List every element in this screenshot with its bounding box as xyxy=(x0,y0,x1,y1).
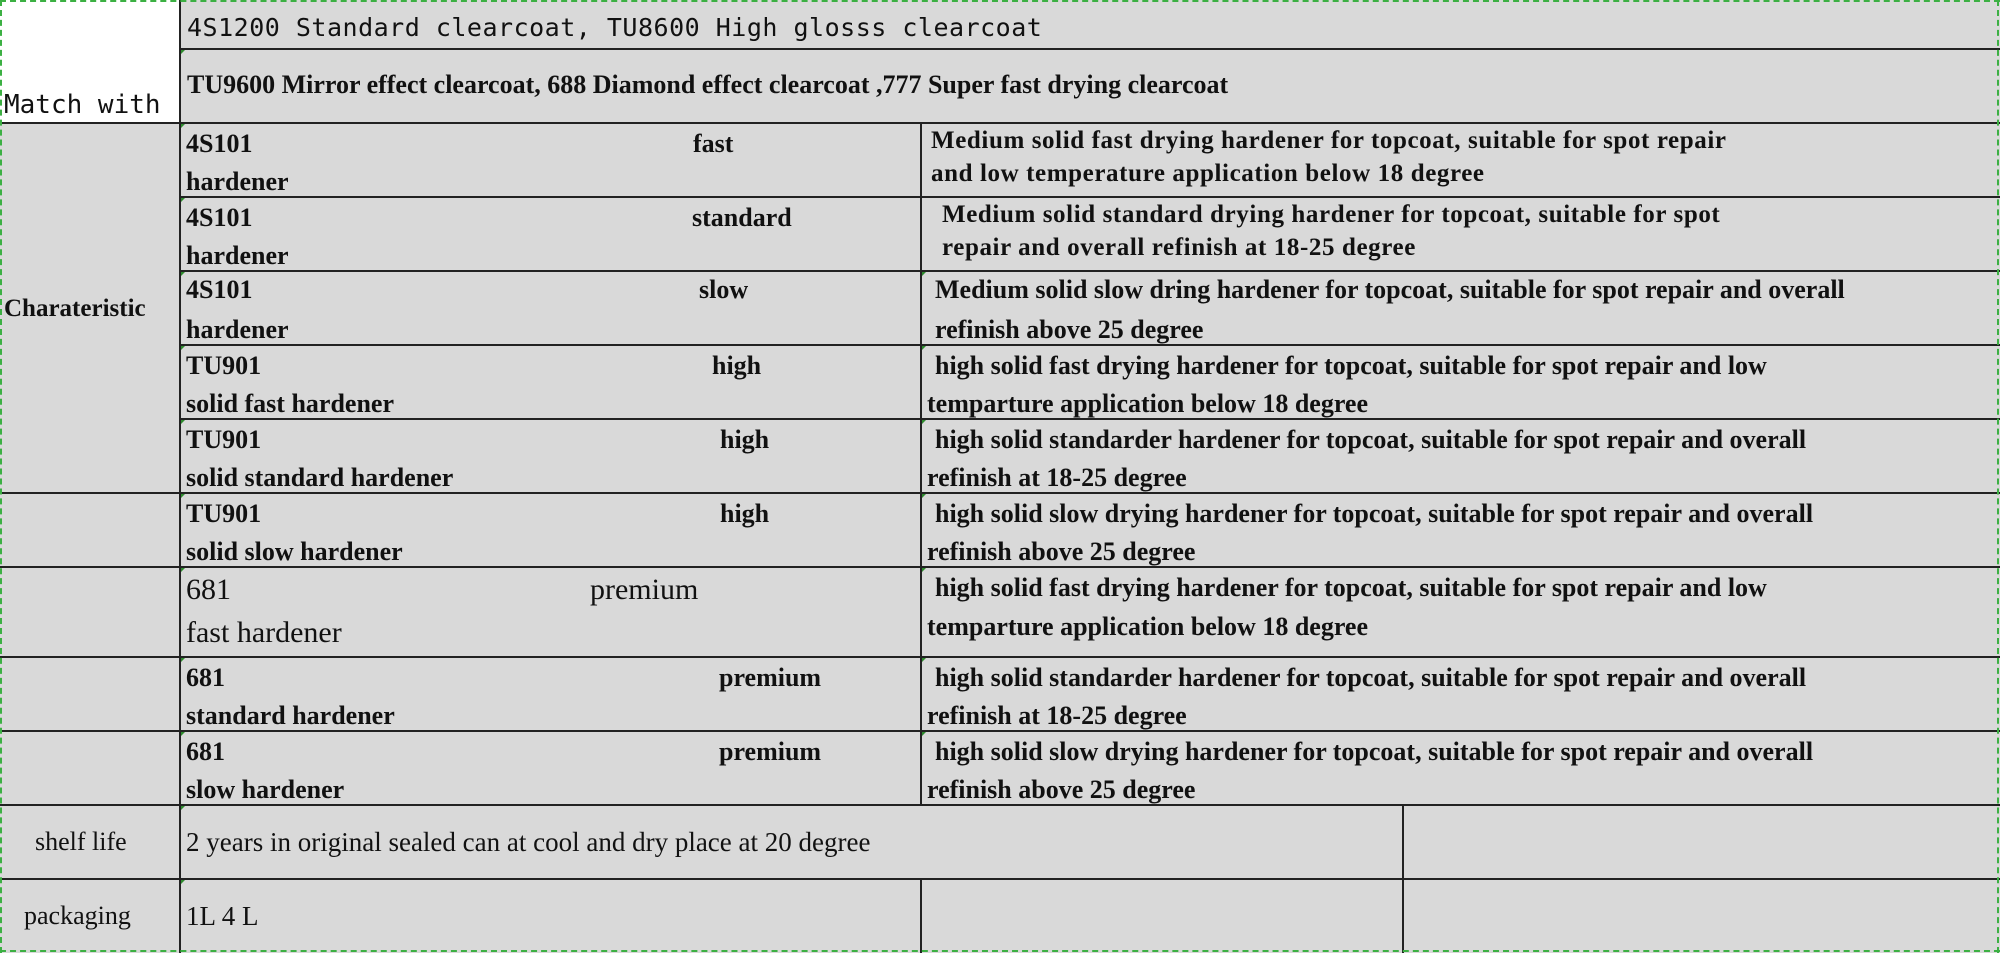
hardener-description-line-1: high solid standarder hardener for topcoat, suitable for spot repair and overall xyxy=(935,425,1807,454)
hardener-product-cell-8[interactable] xyxy=(180,657,921,731)
packaging-empty-cell-1[interactable] xyxy=(921,879,1403,953)
hardener-description-cell-9[interactable] xyxy=(921,731,2000,805)
hardener-code: 681 xyxy=(186,737,225,766)
label-packaging-cell[interactable] xyxy=(0,879,180,953)
hardener-product-cell-4[interactable] xyxy=(180,345,921,419)
hardener-description-line-2: refinish above 25 degree xyxy=(935,315,1204,344)
match-with-line-2: TU9600 Mirror effect clearcoat, 688 Diamond effect clearcoat ,777 Super fast drying clearcoat xyxy=(187,70,1229,99)
label-empty-row8[interactable] xyxy=(0,657,180,731)
hardener-description-line-1: high solid standarder hardener for topcoat, suitable for spot repair and overall xyxy=(935,663,1807,692)
hardener-code: 4S101 xyxy=(186,275,253,304)
hardener-name: solid slow hardener xyxy=(186,537,403,566)
hardener-type: high xyxy=(720,425,770,454)
hardener-description-line-1: high solid fast drying hardener for topcoat, suitable for spot repair and low xyxy=(935,573,1767,602)
hardener-code: TU901 xyxy=(186,499,262,528)
label-characteristic: Charateristic xyxy=(4,295,146,322)
hardener-name: hardener xyxy=(186,167,289,196)
hardener-description-line-2: refinish at 18-25 degree xyxy=(927,463,1187,492)
hardener-description-line-1: Medium solid standard drying hardener for topcoat, suitable for spot xyxy=(942,201,1721,228)
hardener-description-line-1: high solid slow drying hardener for topcoat, suitable for spot repair and overall xyxy=(935,737,1814,766)
match-with-row-2[interactable] xyxy=(180,49,2000,123)
hardener-type: premium xyxy=(719,737,822,766)
hardener-product-cell-9[interactable] xyxy=(180,731,921,805)
label-empty-row9[interactable] xyxy=(0,731,180,805)
grid-line xyxy=(0,566,2000,568)
hardener-description-cell-6[interactable] xyxy=(921,493,2000,567)
grid-line xyxy=(180,418,2000,420)
hardener-type: slow xyxy=(699,275,749,304)
selection-border-right xyxy=(1997,0,1999,953)
grid-line xyxy=(0,122,2000,124)
hardener-type: high xyxy=(712,351,762,380)
hardener-name: solid standard hardener xyxy=(186,463,454,492)
hardener-description-line-2: repair and overall refinish at 18-25 degree xyxy=(942,234,1416,261)
grid-line xyxy=(180,344,2000,346)
hardener-description-cell-1[interactable] xyxy=(921,123,2000,197)
hardener-code: TU901 xyxy=(186,425,262,454)
packaging-value: 1L 4 L xyxy=(186,901,259,931)
hardener-description-line-2: refinish at 18-25 degree xyxy=(927,701,1187,730)
hardener-product-cell-2[interactable] xyxy=(180,197,921,271)
grid-line xyxy=(1402,805,1404,953)
match-with-line-1: 4S1200 Standard clearcoat, TU8600 High glosss clearcoat xyxy=(187,13,1043,42)
hardener-code: TU901 xyxy=(186,351,262,380)
hardener-description-line-1: Medium solid fast drying hardener for topcoat, suitable for spot repair xyxy=(931,127,1727,154)
hardener-name: standard hardener xyxy=(186,701,395,730)
selection-border-bottom xyxy=(0,950,2000,952)
packaging-value-cell[interactable] xyxy=(180,879,921,953)
hardener-description-cell-4[interactable] xyxy=(921,345,2000,419)
grid-line xyxy=(920,123,922,805)
hardener-description-line-2: refinish above 25 degree xyxy=(927,775,1196,804)
hardener-description-line-1: Medium solid slow dring hardener for topcoat, suitable for spot repair and overall xyxy=(935,275,1845,304)
grid-line xyxy=(920,879,922,953)
label-shelf-life: shelf life xyxy=(35,827,127,856)
packaging-empty-cell-2[interactable] xyxy=(1403,879,2000,953)
grid-line xyxy=(0,656,2000,658)
grid-line xyxy=(0,878,2000,880)
hardener-description-line-1: high solid slow drying hardener for topcoat, suitable for spot repair and overall xyxy=(935,499,1814,528)
hardener-name: slow hardener xyxy=(186,775,345,804)
hardener-description-cell-2[interactable] xyxy=(921,197,2000,271)
shelf-life-value: 2 years in original sealed can at cool and dry place at 20 degree xyxy=(186,827,871,857)
hardener-type: standard xyxy=(692,203,792,232)
hardener-description-cell-3[interactable] xyxy=(921,271,2000,345)
selection-border-top xyxy=(0,0,2000,2)
shelf-life-value-cell[interactable] xyxy=(180,805,1403,879)
hardener-name: hardener xyxy=(186,241,289,270)
shelf-life-empty-cell[interactable] xyxy=(1403,805,2000,879)
hardener-description-line-2: temparture application below 18 degree xyxy=(927,389,1368,418)
hardener-description-line-2: temparture application below 18 degree xyxy=(927,612,1368,641)
hardener-description-line-2: and low temperature application below 18 degree xyxy=(931,160,1485,187)
label-empty-row7[interactable] xyxy=(0,567,180,657)
hardener-product-cell-3[interactable] xyxy=(180,271,921,345)
grid-line xyxy=(180,196,2000,198)
hardener-type: premium xyxy=(590,573,699,606)
label-shelf-life-cell[interactable] xyxy=(0,805,180,879)
hardener-name: solid fast hardener xyxy=(186,389,394,418)
hardener-description-cell-8[interactable] xyxy=(921,657,2000,731)
hardener-product-cell-1[interactable] xyxy=(180,123,921,197)
hardener-description-line-2: refinish above 25 degree xyxy=(927,537,1196,566)
grid-line xyxy=(0,804,2000,806)
hardener-type: premium xyxy=(719,663,822,692)
hardener-product-cell-6[interactable] xyxy=(180,493,921,567)
grid-line xyxy=(0,730,2000,732)
hardener-type: high xyxy=(720,499,770,528)
grid-line xyxy=(0,492,2000,494)
hardener-product-cell-5[interactable] xyxy=(180,419,921,493)
hardener-code: 4S101 xyxy=(186,203,253,232)
hardener-product-cell-7[interactable] xyxy=(180,567,921,657)
label-match-with: Match with xyxy=(4,90,161,120)
hardener-code: 4S101 xyxy=(186,129,253,158)
hardener-code: 681 xyxy=(186,663,225,692)
match-with-row-1[interactable] xyxy=(180,0,2000,49)
hardener-description-cell-5[interactable] xyxy=(921,419,2000,493)
grid-line xyxy=(179,0,181,953)
label-empty-row6[interactable] xyxy=(0,493,180,567)
label-characteristic-cell[interactable] xyxy=(0,123,180,493)
grid-line xyxy=(180,270,2000,272)
hardener-name: hardener xyxy=(186,315,289,344)
selection-border-left xyxy=(0,0,2,953)
grid-line xyxy=(180,48,2000,50)
hardener-code: 681 xyxy=(186,573,231,606)
label-match-with-cell[interactable] xyxy=(0,0,180,123)
hardener-name: fast hardener xyxy=(186,616,342,649)
hardener-description-line-1: high solid fast drying hardener for topcoat, suitable for spot repair and low xyxy=(935,351,1767,380)
hardener-description-cell-7[interactable] xyxy=(921,567,2000,657)
hardener-type: fast xyxy=(693,129,734,158)
label-packaging: packaging xyxy=(24,901,131,930)
